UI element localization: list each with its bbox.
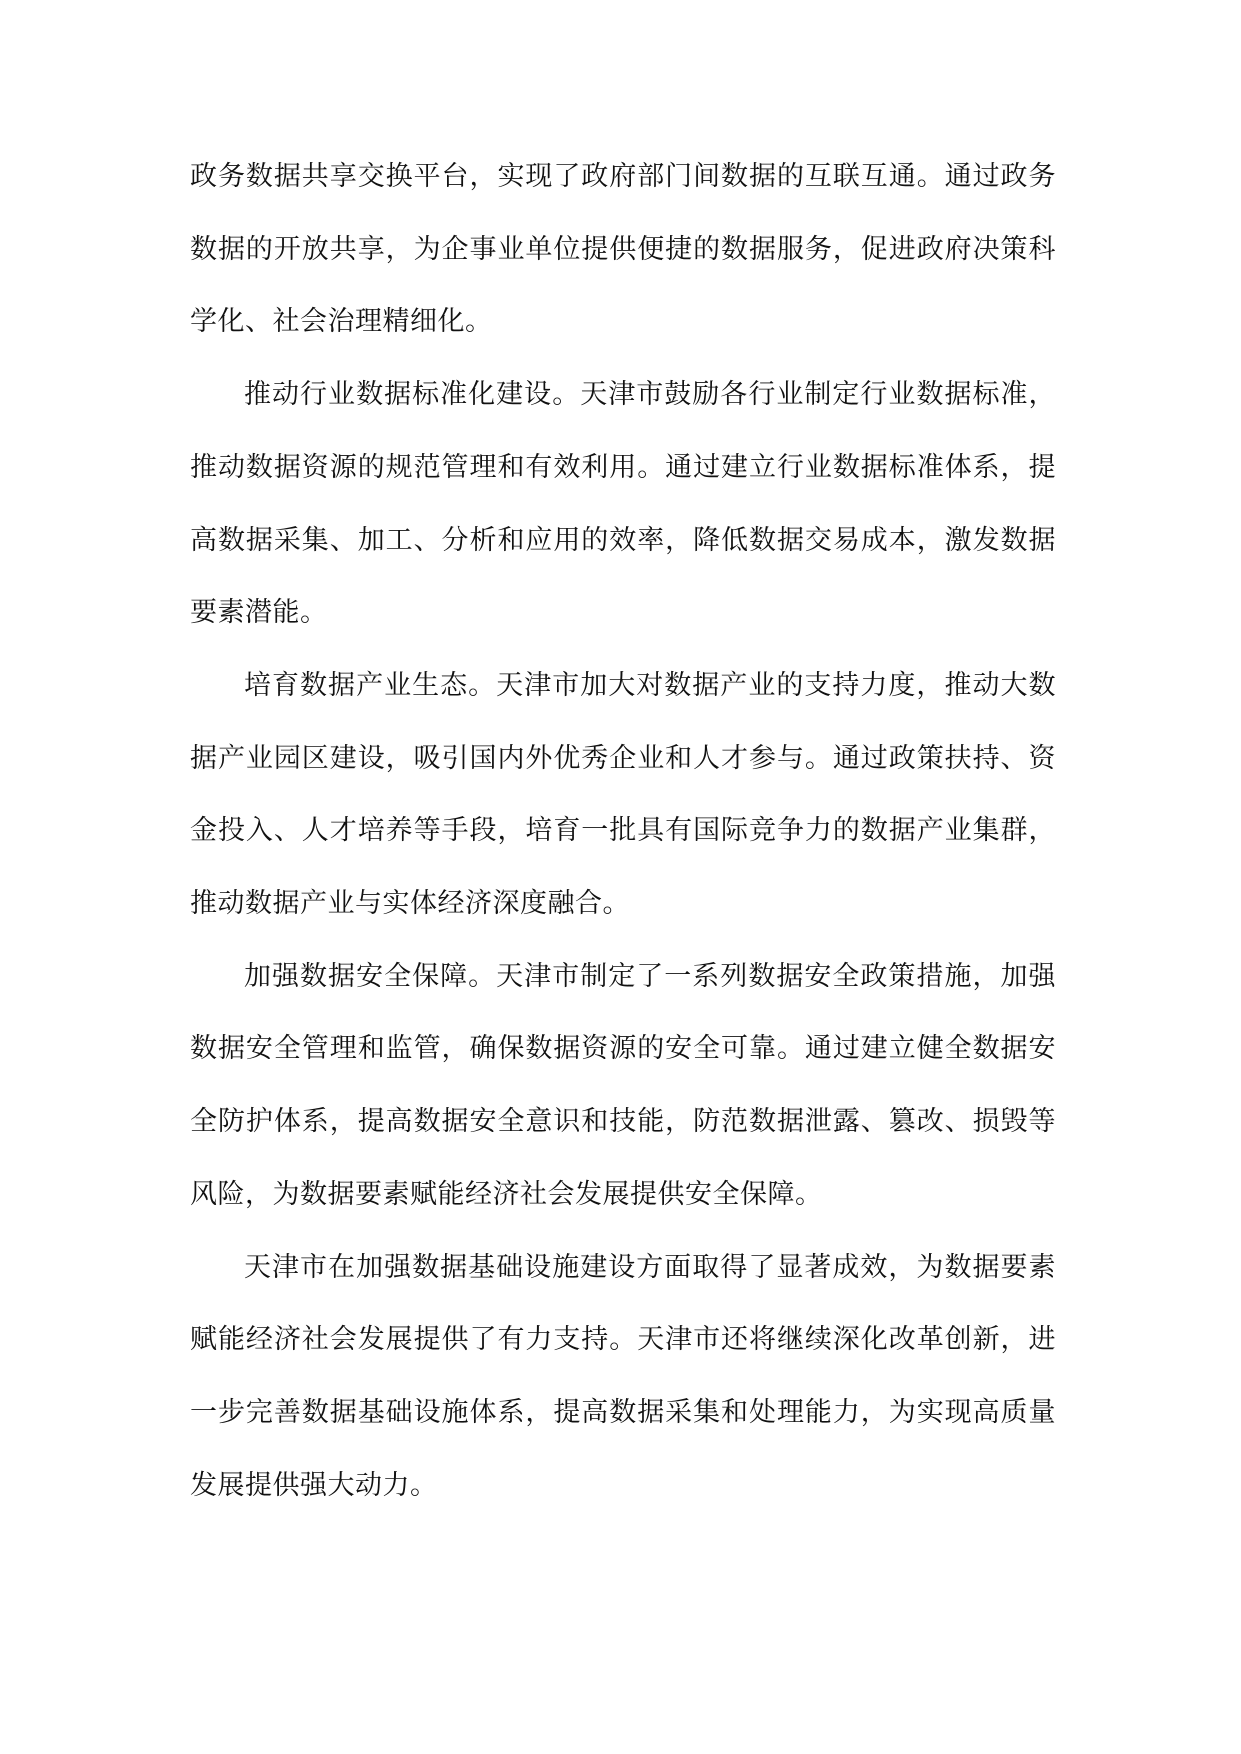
body-text	[190, 141, 1056, 1522]
paragraph-data-security: 加强数据安全保障。天津市制定了一系列数据安全政策措施，加强数据安全管理和监管，确保数据资源的安全可靠。通过建立健全数据安全防护体系，提高数据安全意识和技能，防范数据泄露、篡改、损毁等风险，为数据要素赋能经济社会发展提供安全保障。	[190, 960, 1056, 1210]
paragraph-continued: 政务数据共享交换平台，实现了政府部门间数据的互联互通。通过政务数据的开放共享，为企事业单位提供便捷的数据服务，促进政府决策科学化、社会治理精细化。	[190, 161, 1056, 338]
paragraph-conclusion: 天津市在加强数据基础设施建设方面取得了显著成效，为数据要素赋能经济社会发展提供了有力支持。天津市还将继续深化改革创新，进一步完善数据基础设施体系，提高数据采集和处理能力，为实现高质量发展提供强大动力。	[190, 1251, 1056, 1501]
paragraph-data-industry-ecosystem: 培育数据产业生态。天津市加大对数据产业的支持力度，推动大数据产业园区建设，吸引国内外优秀企业和人才参与。通过政策扶持、资金投入、人才培养等手段，培育一批具有国际竞争力的数据产业集群，推动数据产业与实体经济深度融合。	[190, 669, 1056, 920]
paragraph-industry-data-standards: 推动行业数据标准化建设。天津市鼓励各行业制定行业数据标准，推动数据资源的规范管理和有效利用。通过建立行业数据标准体系，提高数据采集、加工、分析和应用的效率，降低数据交易成本，激发数据要素潜能。	[190, 379, 1056, 629]
